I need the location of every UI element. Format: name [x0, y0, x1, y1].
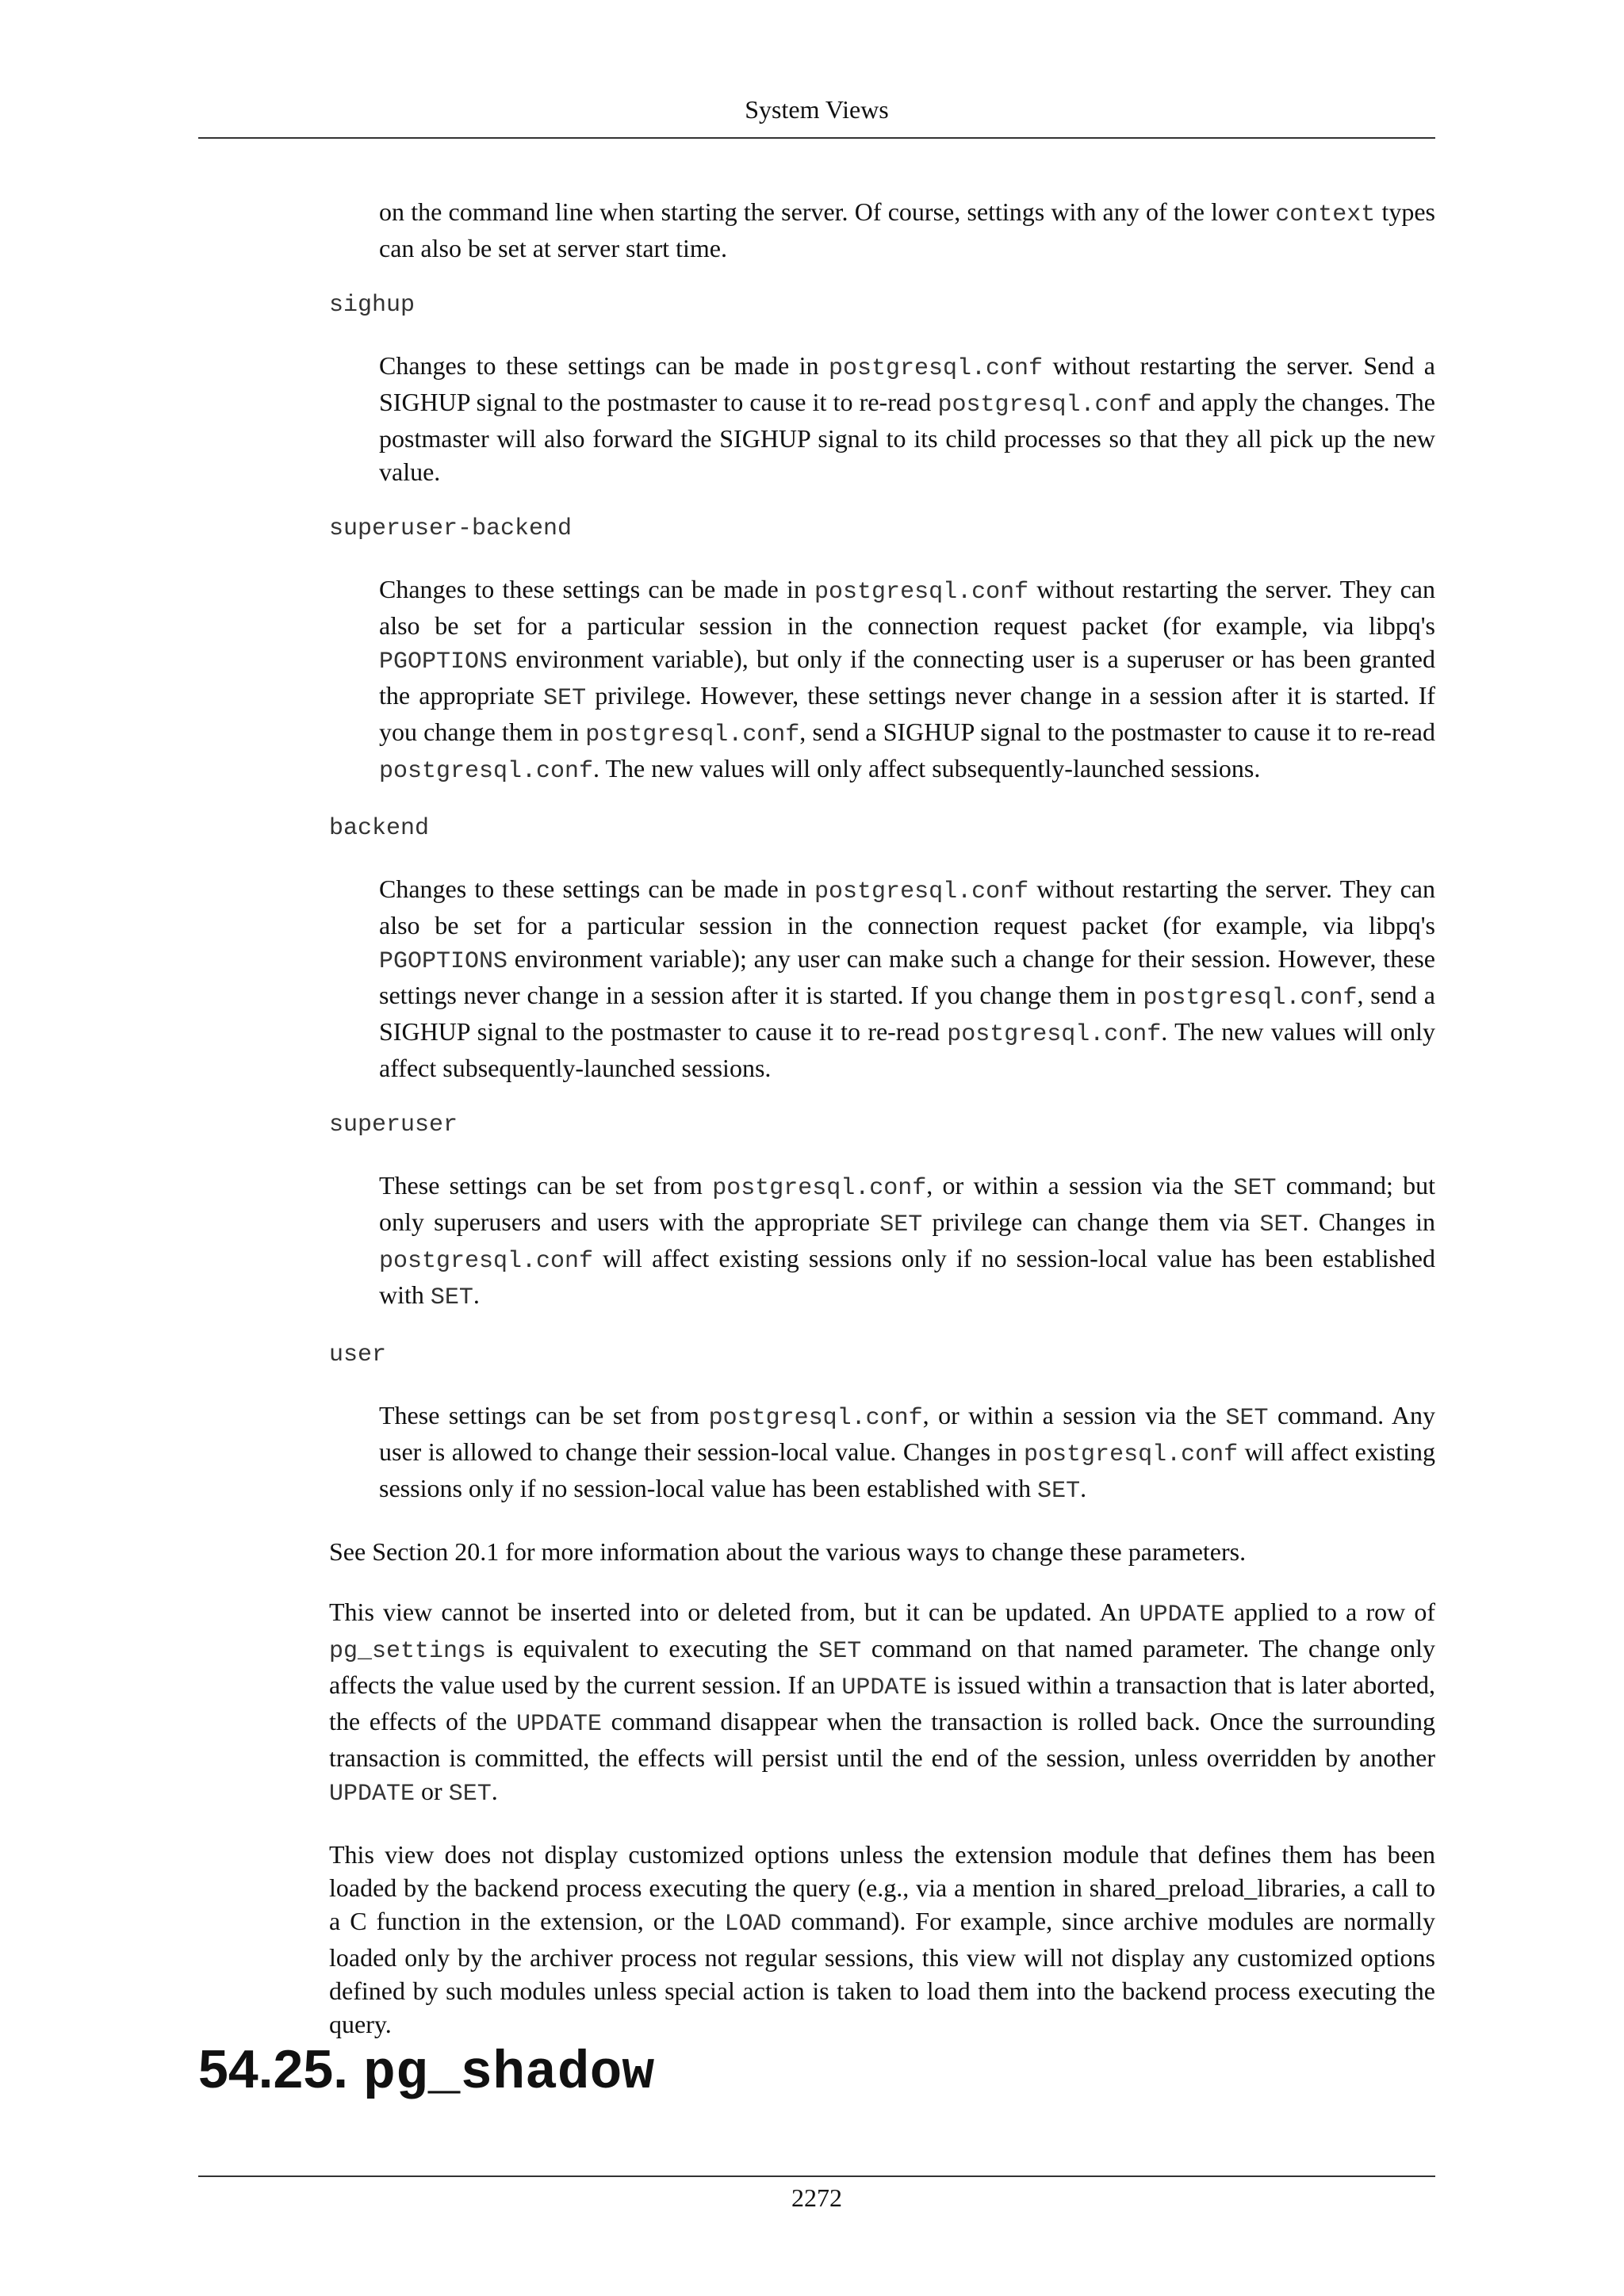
term-sighup: sighup	[329, 292, 416, 319]
header-rule	[198, 137, 1435, 139]
superuser-description: These settings can be set from postgresql.conf, or within a session via the SET command; but only superusers and users with the appropriate SET privilege can change them via SET. Changes in postgresql.conf will affect existing sessions only if no session-local value has been established with SET.	[379, 1171, 1436, 1311]
page-content	[329, 195, 1435, 2041]
term-backend: backend	[329, 815, 430, 842]
section-number: 54.25.	[198, 2039, 349, 2099]
term-user: user	[329, 1341, 387, 1368]
customized-options-paragraph: This view does not display customized options unless the extension module that defines them has been loaded by the backend process executing the query (e.g., via a mention in shared_preload_libraries, a call to a C function in the extension, or the LOAD command). For example, since archive modules are normally loaded only by the archiver process not regular sessions, this view will not display any customized options defined by such modules unless special action is taken to load them into the backend process executing the query.	[329, 1840, 1436, 2038]
term-superuser-backend: superuser-backend	[329, 515, 573, 542]
superuser-backend-description: Changes to these settings can be made in postgresql.conf without restarting the server. They can also be set for a particular session in the connection request packet (for example, via libpq's PGOPTIONS environment variable), but only if the connecting user is a superuser or has been granted the appropriate SET privilege. However, these settings never change in a session after it is started. If you change them in postgresql.conf, send a SIGHUP signal to the postmaster to cause it to re-read postgresql.conf. The new values will only affect subsequently-launched sessions.	[379, 575, 1436, 785]
backend-description: Changes to these settings can be made in postgresql.conf without restarting the server. They can also be set for a particular session in the connection request packet (for example, via libpq's PGOPTIONS environment variable); any user can make such a change for their session. However, these settings never change in a session after it is started. If you change them in postgresql.conf, send a SIGHUP signal to the postmaster to cause it to re-read postgresql.conf. The new values will only affect subsequently-launched sessions.	[379, 874, 1436, 1082]
section-name: pg_shadow	[362, 2043, 655, 2104]
section-heading	[198, 2038, 654, 2106]
update-paragraph: This view cannot be inserted into or deleted from, but it can be updated. An UPDATE applied to a row of pg_settings is equivalent to executing the SET command on that named parameter. The change only affects the value used by the current session. If an UPDATE is issued within a transaction that is later aborted, the effects of the UPDATE command disappear when the transaction is rolled back. Once the surrounding transaction is committed, the effects will persist until the end of the session, unless overridden by another UPDATE or SET.	[329, 1598, 1436, 1808]
page-number: 2272	[791, 2183, 842, 2212]
intro-paragraph: on the command line when starting the server. Of course, settings with any of the lower context types can also be set at server start time.	[379, 197, 1436, 262]
running-header: System Views	[745, 95, 889, 124]
footer-rule	[198, 2175, 1435, 2177]
term-superuser: superuser	[329, 1112, 458, 1138]
user-description: These settings can be set from postgresql.conf, or within a session via the SET command. Any user is allowed to change their session-local value. Changes in postgresql.conf will affect existing sessions only if no session-local value has been established with SET.	[379, 1401, 1436, 1505]
sighup-description: Changes to these settings can be made in postgresql.conf without restarting the server. Send a SIGHUP signal to the postmaster to cause it to re-read postgresql.conf and apply the changes. The postmaster will also forward the SIGHUP signal to its child processes so that they all pick up the new value.	[379, 351, 1436, 486]
see-section-paragraph: See Section 20.1 for more information about the various ways to change these parameters.	[329, 1537, 1247, 1566]
